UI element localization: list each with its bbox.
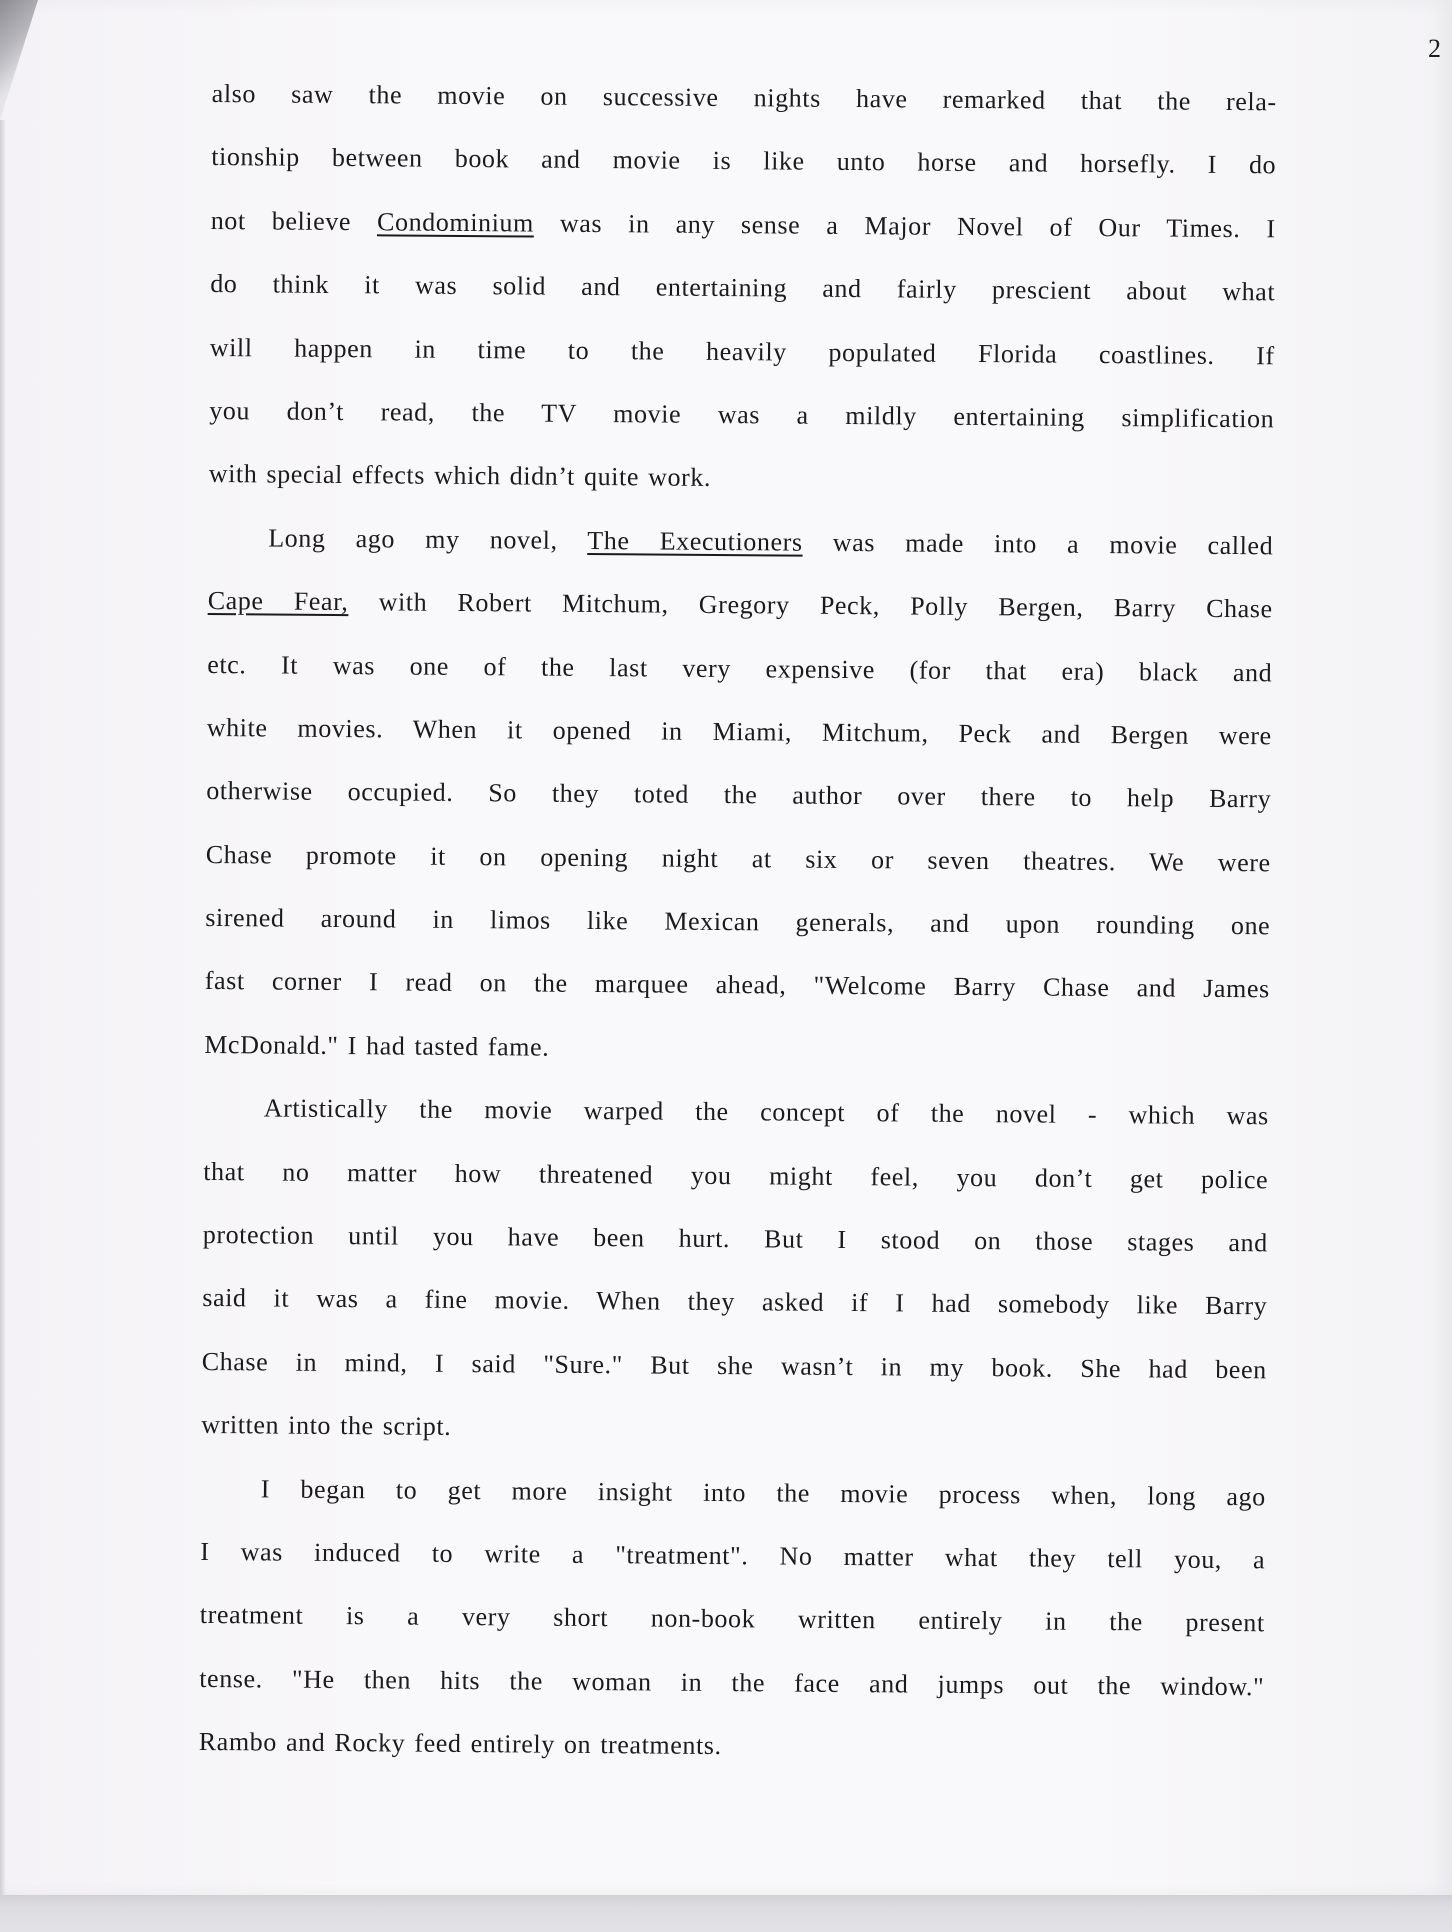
underlined-title: Cape Fear, [207, 586, 349, 617]
underlined-title: The Executioners [587, 525, 803, 557]
text-line [203, 1140, 1268, 1212]
text-segment: etc. It was one of the last very expensive (for that era) black and [207, 649, 1273, 687]
text-line [209, 379, 1274, 451]
text-segment: do think it was solid and entertaining and fairly prescient about what [210, 269, 1276, 307]
text-segment: not believe [210, 205, 378, 237]
text-segment: otherwise occupied. So they toted the author over there to help Barry [206, 776, 1272, 814]
text-segment: with Robert Mitchum, Gregory Peck, Polly Bergen, Barry Chase [348, 587, 1273, 624]
text-segment: tense. "He then hits the woman in the face and jumps out the window." [199, 1663, 1265, 1702]
text-line [211, 189, 1276, 261]
text-segment: fast corner I read on the marquee ahead, "Welcome Barry Chase and James [204, 966, 1270, 1004]
text-line [199, 1710, 1264, 1782]
text-segment: I began to get more insight into the movie process when, long ago [260, 1474, 1266, 1511]
text-line [206, 823, 1271, 895]
text-line [203, 1203, 1268, 1275]
text-segment: said it was a fine movie. When they asked if I had somebody like Barry [202, 1283, 1268, 1321]
text-segment: was in any sense a Major Novel of Our Times. I [533, 208, 1276, 244]
typed-body-text [199, 62, 1277, 1782]
text-line [210, 316, 1275, 388]
underlined-title: Condominium [376, 207, 535, 238]
text-segment: Artistically the movie warped the concept of the novel - which was [263, 1093, 1269, 1131]
text-line [200, 1520, 1265, 1592]
text-segment: Long ago my novel, [268, 523, 588, 555]
text-line [199, 1647, 1264, 1719]
text-segment: I was induced to write a "treatment". No matter what they tell you, a [200, 1536, 1266, 1575]
text-segment: also saw the movie on successive nights have remarked that the rela- [211, 78, 1277, 117]
text-line [204, 1076, 1269, 1148]
text-segment: protection until you have been hurt. But I stood on those stages and [202, 1219, 1268, 1258]
text-line [207, 696, 1272, 768]
text-segment: McDonald." I had tasted fame. [204, 1029, 550, 1062]
text-segment: white movies. When it opened in Miami, Mitchum, Peck and Bergen were [206, 712, 1272, 751]
text-line [211, 125, 1276, 197]
text-line [208, 569, 1273, 641]
text-line [210, 252, 1275, 324]
text-segment: was made into a movie called [802, 527, 1274, 561]
text-line [202, 1266, 1267, 1338]
text-line [205, 949, 1270, 1021]
text-line [209, 442, 1274, 514]
text-line [207, 632, 1272, 704]
text-line [200, 1583, 1265, 1655]
text-segment: tionship between book and movie is like unto horse and horsefly. I do [211, 142, 1277, 180]
text-line [208, 506, 1273, 578]
text-segment: Chase promote it on opening night at six or seven theatres. We were [205, 839, 1271, 878]
text-line [201, 1393, 1266, 1465]
text-segment: sirened around in limos like Mexican generals, and upon rounding one [205, 903, 1271, 941]
text-segment: Chase in mind, I said "Sure." But she wasn’t in my book. She had been [201, 1346, 1267, 1385]
text-segment: Rambo and Rocky feed entirely on treatments. [198, 1727, 722, 1761]
text-line [204, 1013, 1269, 1085]
text-line [205, 886, 1270, 958]
page-bottom-edge [0, 1895, 1452, 1932]
text-segment: with special effects which didn’t quite work. [208, 459, 712, 493]
text-line [202, 1330, 1267, 1402]
text-segment: will happen in time to the heavily populated Florida coastlines. If [209, 332, 1275, 370]
text-line [206, 759, 1271, 831]
page-left-edge [0, 120, 6, 1895]
text-segment: you don’t read, the TV movie was a mildly entertaining simplification [209, 395, 1275, 434]
text-line [201, 1457, 1266, 1529]
text-segment: that no matter how threatened you might feel, you don’t get police [203, 1156, 1269, 1194]
text-segment: written into the script. [201, 1410, 452, 1442]
page-number: 2 [1428, 34, 1441, 63]
text-line [212, 62, 1277, 134]
text-segment: treatment is a very short non-book written entirely in the present [199, 1600, 1265, 1638]
